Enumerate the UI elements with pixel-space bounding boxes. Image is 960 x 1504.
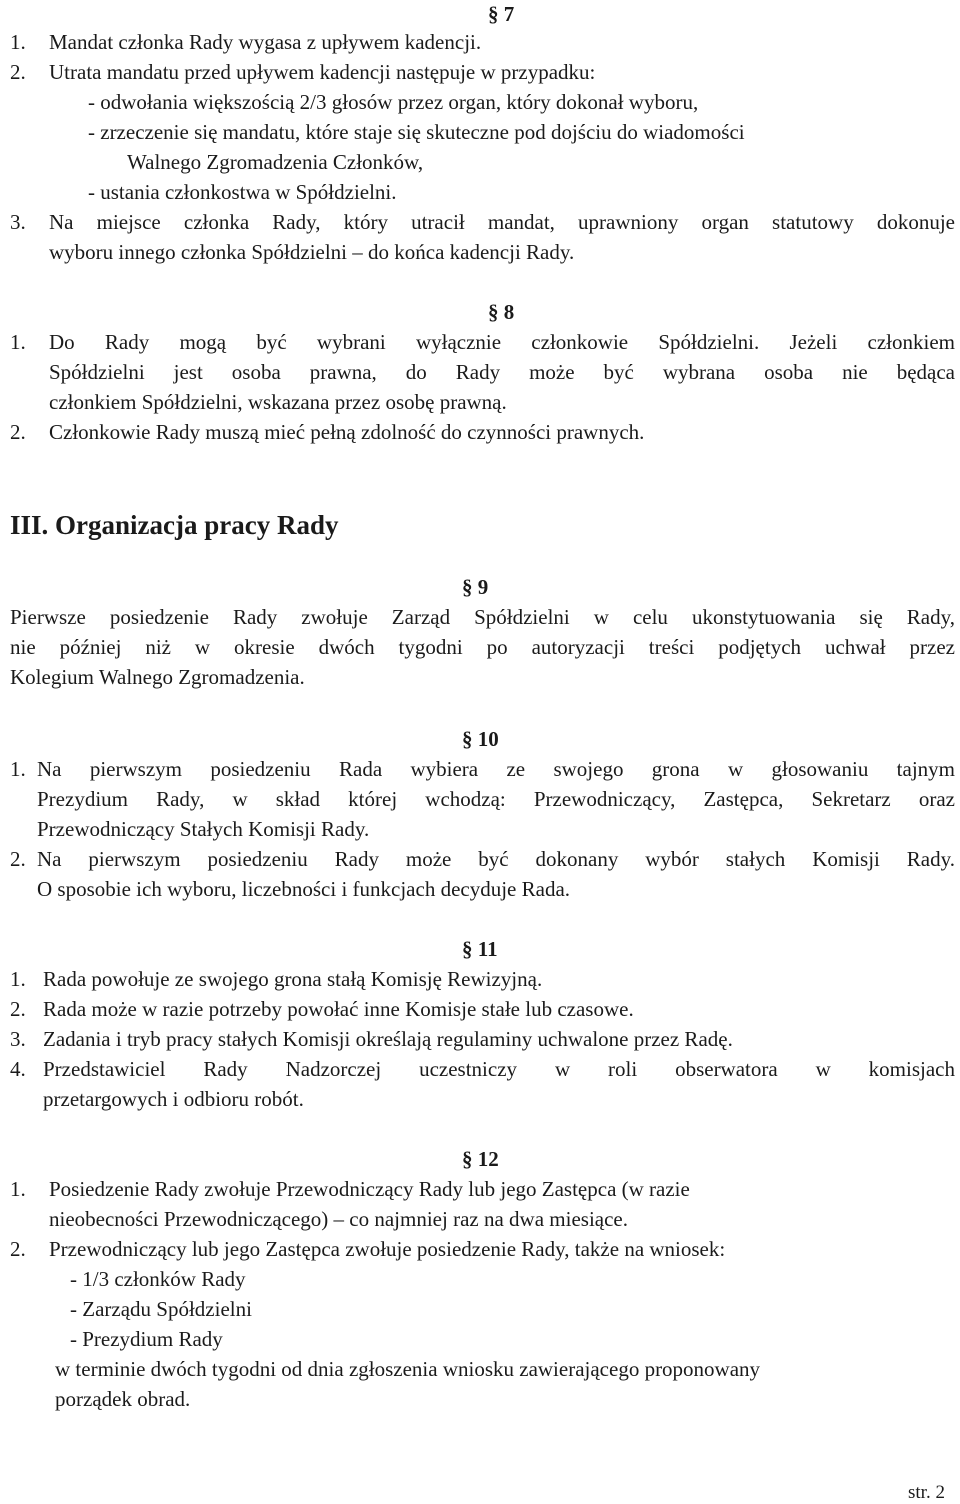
par12-item1-text: Posiedzenie Rady zwołuje Przewodniczący Rady lub jego Zastępca (w razie [49,1177,690,1201]
par7-dash-2-cont: Walnego Zgromadzenia Członków, [127,150,424,174]
par12-item1-number: 1. [10,1177,26,1201]
paragraph-11-heading: § 11 [462,937,498,961]
par9-line-2: nie później niż w okresie dwóch tygodni po autoryzacji treści podjętych uchwał przez [10,635,955,659]
par10-item2-text: Na pierwszym posiedzeniu Rady może być dokonany wybór stałych Komisji Rady. [37,847,955,871]
paragraph-9-number: 9 [477,575,489,599]
par11-item4-number: 4. [10,1057,26,1081]
par12-term-line-2: porządek obrad. [55,1387,191,1411]
par12-dash-3: - Prezydium Rady [70,1327,223,1351]
par7-item3-text-cont: wyboru innego członka Spółdzielni – do końca kadencji Rady. [49,240,575,264]
page-number: str. 2 [908,1482,945,1503]
par7-item2-number: 2. [10,60,26,84]
paragraph-7-number: 7 [503,2,515,26]
par12-item1-text-cont: nieobecności Przewodniczącego) – co najmniej raz na dwa miesiące. [49,1207,628,1231]
par12-item2-number: 2. [10,1237,26,1261]
par10-item1-text: Na pierwszym posiedzeniu Rada wybiera ze swojego grona w głosowaniu tajnym [37,757,955,781]
par8-item1-text: Do Rady mogą być wybrani wyłącznie członkowie Spółdzielni. Jeżeli członkiem [49,330,955,354]
par7-dash-2: - zrzeczenie się mandatu, które staje się skuteczne pod dojściu do wiadomości [88,120,745,144]
par10-item2-number: 2. [10,847,26,871]
par7-item2-text: Utrata mandatu przed upływem kadencji następuje w przypadku: [49,60,596,84]
par12-term-line-1: w terminie dwóch tygodni od dnia zgłoszenia wniosku zawierającego proponowany [55,1357,761,1381]
par9-line-1: Pierwsze posiedzenie Rady zwołuje Zarząd Spółdzielni w celu ukonstytuowania się Rady, [10,605,955,629]
par8-item1-text-end: członkiem Spółdzielni, wskazana przez osobę prawną. [49,390,507,414]
par7-item3-text: Na miejsce członka Rady, który utracił mandat, uprawniony organ statutowy dokonuje [49,210,955,234]
paragraph-8-number: 8 [503,300,515,324]
par11-item1-text: Rada powołuje ze swojego grona stałą Komisję Rewizyjną. [43,967,543,991]
par12-dash-2: - Zarządu Spółdzielni [70,1297,252,1321]
par7-dash-3: - ustania członkostwa w Spółdzielni. [88,180,397,204]
par8-item2-number: 2. [10,420,26,444]
paragraph-9-heading: § 9 [462,575,489,599]
par11-item2-number: 2. [10,997,26,1021]
par7-item1-number: 1. [10,30,26,54]
par7-item1-text: Mandat członka Rady wygasa z upływem kadencji. [49,30,482,54]
par11-item1-number: 1. [10,967,26,991]
par10-item1-text-cont: Prezydium Rady, w skład której wchodzą: Przewodniczący, Zastępca, Sekretarz oraz [37,787,955,811]
par11-item4-text-cont: przetargowych i odbioru robót. [43,1087,304,1111]
par10-item1-number: 1. [10,757,26,781]
paragraph-11-number: 11 [477,937,498,961]
par7-dash-1: - odwołania większością 2/3 głosów przez organ, który dokonał wyboru, [88,90,699,114]
par11-item4-text: Przedstawiciel Rady Nadzorczej uczestniczy w roli obserwatora w komisjach [43,1057,955,1081]
par11-item3-text: Zadania i tryb pracy stałych Komisji określają regulaminy uchwalone przez Radę. [43,1027,733,1051]
par8-item1-text-cont: Spółdzielni jest osoba prawna, do Rady może być wybrana osoba nie będąca [49,360,955,384]
par10-item1-text-end: Przewodniczący Stałych Komisji Rady. [37,817,370,841]
paragraph-10-heading: § 10 [462,727,499,751]
par11-item2-text: Rada może w razie potrzeby powołać inne Komisje stałe lub czasowe. [43,997,634,1021]
par11-item3-number: 3. [10,1027,26,1051]
paragraph-8-heading: § 8 [488,300,515,324]
section-3-title: III. Organizacja pracy Rady [10,510,339,540]
par8-item2-text: Członkowie Rady muszą mieć pełną zdolność do czynności prawnych. [49,420,645,444]
paragraph-12-number: 12 [477,1147,499,1171]
par8-item1-number: 1. [10,330,26,354]
par9-line-3: Kolegium Walnego Zgromadzenia. [10,665,305,689]
par12-dash-1: - 1/3 członków Rady [70,1267,246,1291]
paragraph-12-heading: § 12 [462,1147,499,1171]
par10-item2-text-cont: O sposobie ich wyboru, liczebności i funkcjach decyduje Rada. [37,877,571,901]
paragraph-10-number: 10 [477,727,499,751]
par7-item3-number: 3. [10,210,26,234]
paragraph-7-heading: § 7 [488,2,515,26]
par12-item2-text: Przewodniczący lub jego Zastępca zwołuje posiedzenie Rady, także na wniosek: [49,1237,726,1261]
